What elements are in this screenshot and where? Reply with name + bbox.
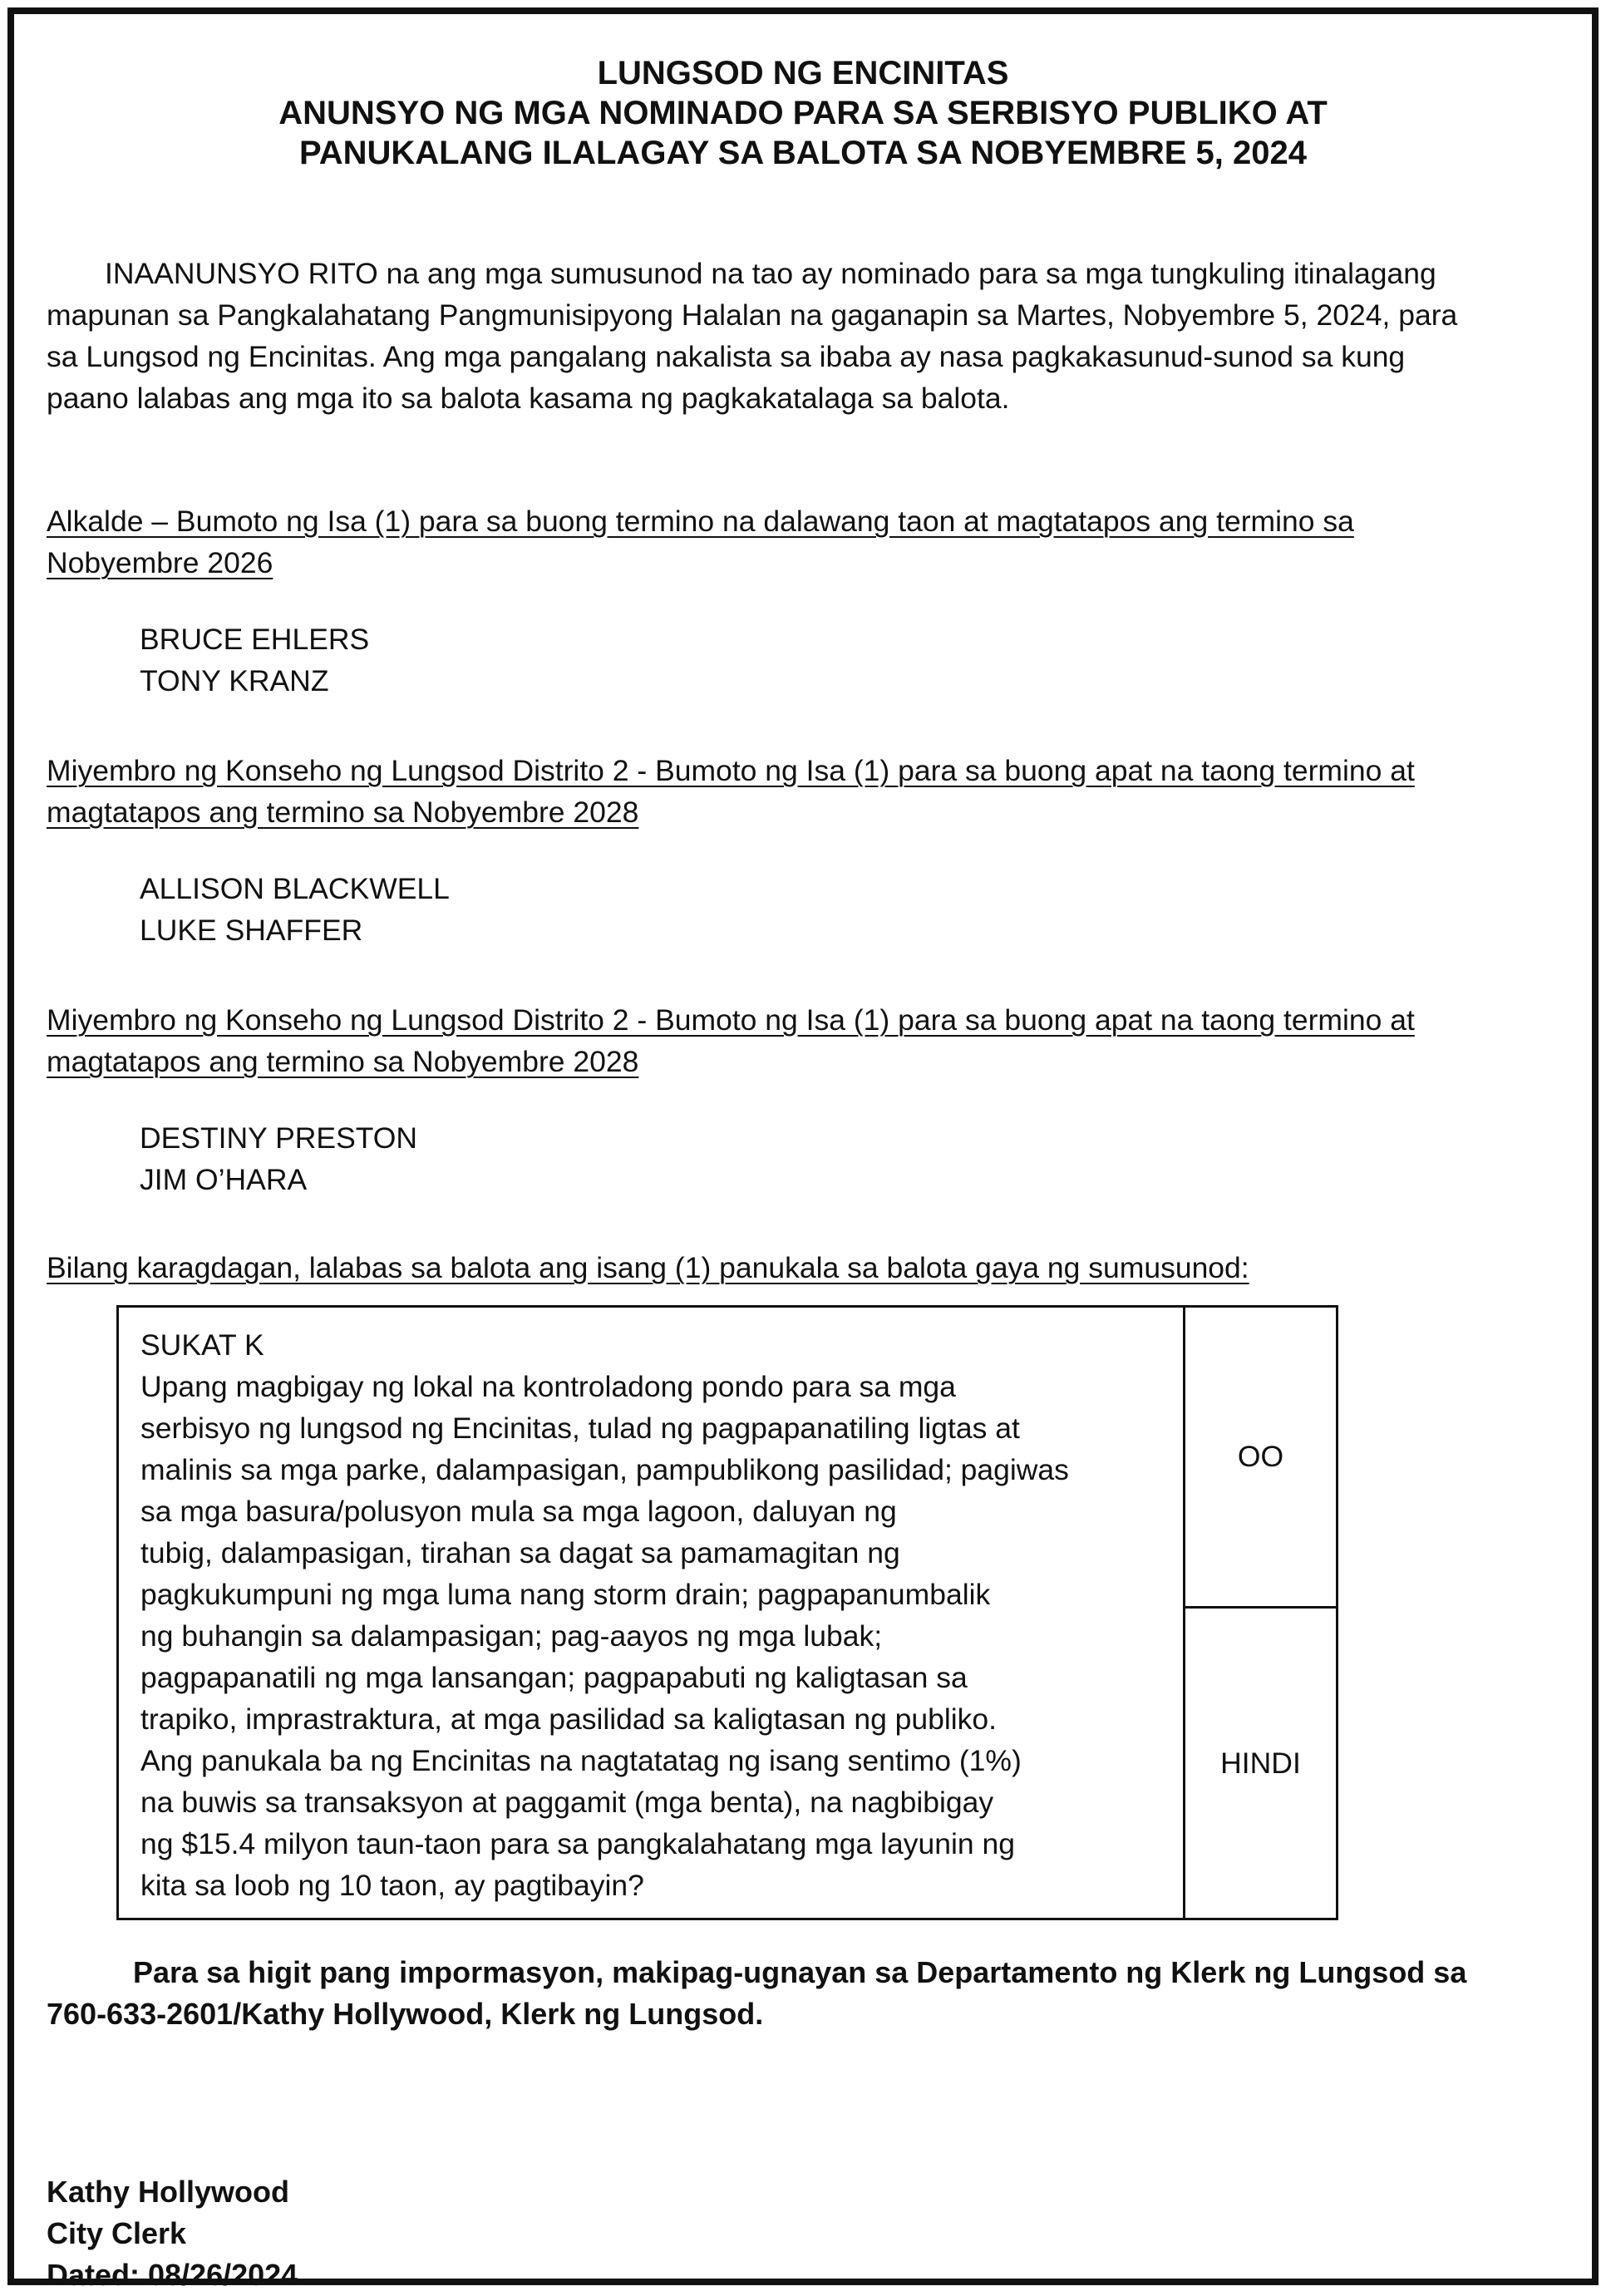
office-mayor <box>47 500 1476 702</box>
title-line-2: ANUNSYO NG MGA NOMINADO PARA SA SERBISYO PUBLIKO AT <box>278 95 1328 131</box>
ballot-measure-intro: Bilang karagdagan, lalabas sa balota ang isang (1) panukala sa balota gaya ng sumusunod: <box>47 1251 1249 1284</box>
vote-options <box>1185 1308 1336 1918</box>
ballot-measure-box <box>116 1305 1338 1920</box>
title-line-3: PANUKALANG ILALAGAY SA BALOTA SA NOBYEMBRE 5, 2024 <box>298 135 1307 171</box>
intro-paragraph: INAANUNSYO RITO na ang mga sumusunod na tao ay nominado para sa mga tungkuling itinalagang mapunan sa Pangkalahatang Pangmunisipyong Halalan na gaganapin sa Martes, Nobyembre 5, 2024, para sa Lungsod ng Encinitas. Ang mga pangalang nakalista sa ibaba ay nasa pagkakasunud-sunod sa kung paano lalabas ang mga ito sa balota kasama ng pagkakatalaga sa balota. <box>47 257 1458 415</box>
candidate-list <box>140 868 1476 951</box>
measure-description <box>119 1308 1185 1918</box>
title-line-1: LUNGSOD NG ENCINITAS <box>597 55 1009 91</box>
vote-yes-label: OO <box>1237 1440 1284 1473</box>
vote-no-label: HINDI <box>1220 1746 1301 1780</box>
candidate-name: JIM O’HARA <box>140 1163 308 1196</box>
candidate-name: ALLISON BLACKWELL <box>140 872 450 905</box>
office-heading: Miyembro ng Konseho ng Lungsod Distrito 2 - Bumoto ng Isa (1) para sa buong apat na taong termino at magtatapos ang termino sa Nobyembre 2028 <box>47 754 1415 829</box>
measure-label: SUKAT K <box>140 1328 264 1362</box>
vote-yes-box <box>1185 1308 1336 1609</box>
candidate-name: TONY KRANZ <box>140 664 329 697</box>
office-heading: Alkalde – Bumoto ng Isa (1) para sa buong termino na dalawang taon at magtatapos ang termino sa Nobyembre 2026 <box>47 505 1354 579</box>
office-council-b <box>47 999 1476 1200</box>
vote-no-box <box>1185 1609 1336 1918</box>
office-heading: Miyembro ng Konseho ng Lungsod Distrito 2 - Bumoto ng Isa (1) para sa buong apat na taong termino at magtatapos ang termino sa Nobyembre 2028 <box>47 1003 1415 1078</box>
candidate-name: DESTINY PRESTON <box>140 1121 418 1155</box>
candidate-list <box>140 1117 1476 1200</box>
contact-info: Para sa higit pang impormasyon, makipag-ugnayan sa Departamento ng Klerk ng Lungsod sa 760-633-2601/Kathy Hollywood, Klerk ng Lungsod. <box>47 1955 1467 2031</box>
notice-title <box>47 53 1559 173</box>
signer-title: City Clerk <box>47 2216 187 2250</box>
candidate-list <box>140 618 1476 702</box>
signature-block <box>47 2171 298 2296</box>
dated: Dated: 08/26/2024 <box>47 2258 298 2292</box>
candidate-name: BRUCE EHLERS <box>140 623 370 656</box>
office-council-a <box>47 750 1476 951</box>
candidate-name: LUKE SHAFFER <box>140 914 363 947</box>
signer-name: Kathy Hollywood <box>47 2175 290 2209</box>
measure-question: Upang magbigay ng lokal na kontroladong pondo para sa mga serbisyo ng lungsod ng Encinitas, tulad ng pagpapanatiling ligtas at malinis sa mga parke, dalampasigan, pampublikong pasilidad; pagiwas sa mga basura/polusyon mula sa mga lagoon, daluyan ng tubig, dalampasigan, tirahan sa dagat sa pamamagitan ng pagkukumpuni ng mga luma nang storm drain; pagpapanumbalik ng buhangin sa dalampasigan; pag-aayos ng mga lubak; pagpapanatili ng mga lansangan; pagpapabuti ng kaligtasan sa trapiko, imprastraktura, at mga pasilidad sa kaligtasan ng publiko. Ang panukala ba ng Encinitas na nagtatatag ng isang sentimo (1%) na buwis sa transaksyon at paggamit (mga benta), na nagbibigay ng $15.4 milyon taun-taon para sa pangkalahatang mga layunin ng kita sa loob ng 10 taon, ay pagtibayin? <box>140 1370 1069 1902</box>
